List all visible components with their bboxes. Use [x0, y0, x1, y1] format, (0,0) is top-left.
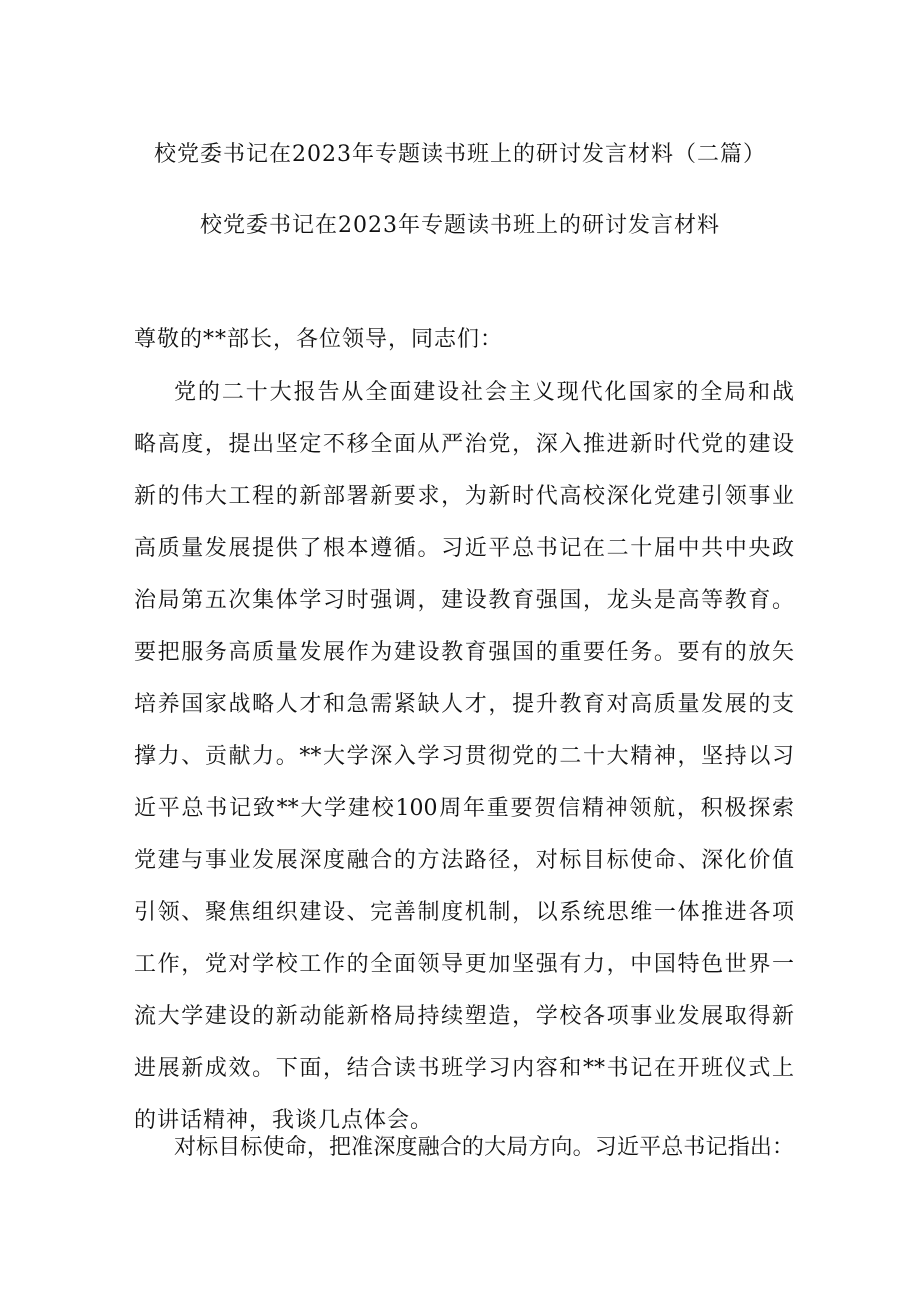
- paragraph-line: 近平总书记致**大学建校100周年重要贺信精神领航，积极探索: [134, 796, 794, 821]
- paragraph-line: 撑力、贡献力。**大学深入学习贯彻党的二十大精神，坚持以习: [134, 744, 794, 769]
- paragraph-line: 培养国家战略人才和急需紧缺人才，提升教育对高质量发展的支: [134, 692, 794, 717]
- document-main-title: 校党委书记在2023年专题读书班上的研讨发言材料（二篇）: [154, 142, 766, 167]
- paragraph-line: 治局第五次集体学习时强调，建设教育强国，龙头是高等教育。: [134, 588, 794, 613]
- salutation: 尊敬的**部长，各位领导，同志们：: [134, 327, 504, 352]
- paragraph-line: 对标目标使命，把准深度融合的大局方向。习近平总书记指出：: [174, 1135, 794, 1160]
- paragraph-line: 高质量发展提供了根本遵循。习近平总书记在二十届中共中央政: [134, 536, 794, 561]
- paragraph-line: 新的伟大工程的新部署新要求，为新时代高校深化党建引领事业: [134, 484, 794, 509]
- paragraph-line: 略高度，提出坚定不移全面从严治党，深入推进新时代党的建设: [134, 432, 794, 457]
- paragraph-line: 进展新成效。下面，结合读书班学习内容和**书记在开班仪式上: [134, 1056, 794, 1081]
- paragraph-line: 党建与事业发展深度融合的方法路径，对标目标使命、深化价值: [134, 848, 794, 873]
- paragraph-2: [134, 1133, 794, 1185]
- paragraph-line: 工作，党对学校工作的全面领导更加坚强有力，中国特色世界一: [134, 952, 794, 977]
- paragraph-line: 要把服务高质量发展作为建设教育强国的重要任务。要有的放矢: [134, 640, 794, 665]
- paragraph-1: [134, 378, 794, 1158]
- document-sub-title: 校党委书记在2023年专题读书班上的研讨发言材料: [200, 213, 720, 238]
- paragraph-line: 党的二十大报告从全面建设社会主义现代化国家的全局和战: [174, 380, 794, 405]
- paragraph-line: 引领、聚焦组织建设、完善制度机制，以系统思维一体推进各项: [134, 900, 794, 925]
- paragraph-line: 流大学建设的新动能新格局持续塑造，学校各项事业发展取得新: [134, 1004, 794, 1029]
- paragraph-line: 的讲话精神，我谈几点体会。: [134, 1108, 434, 1133]
